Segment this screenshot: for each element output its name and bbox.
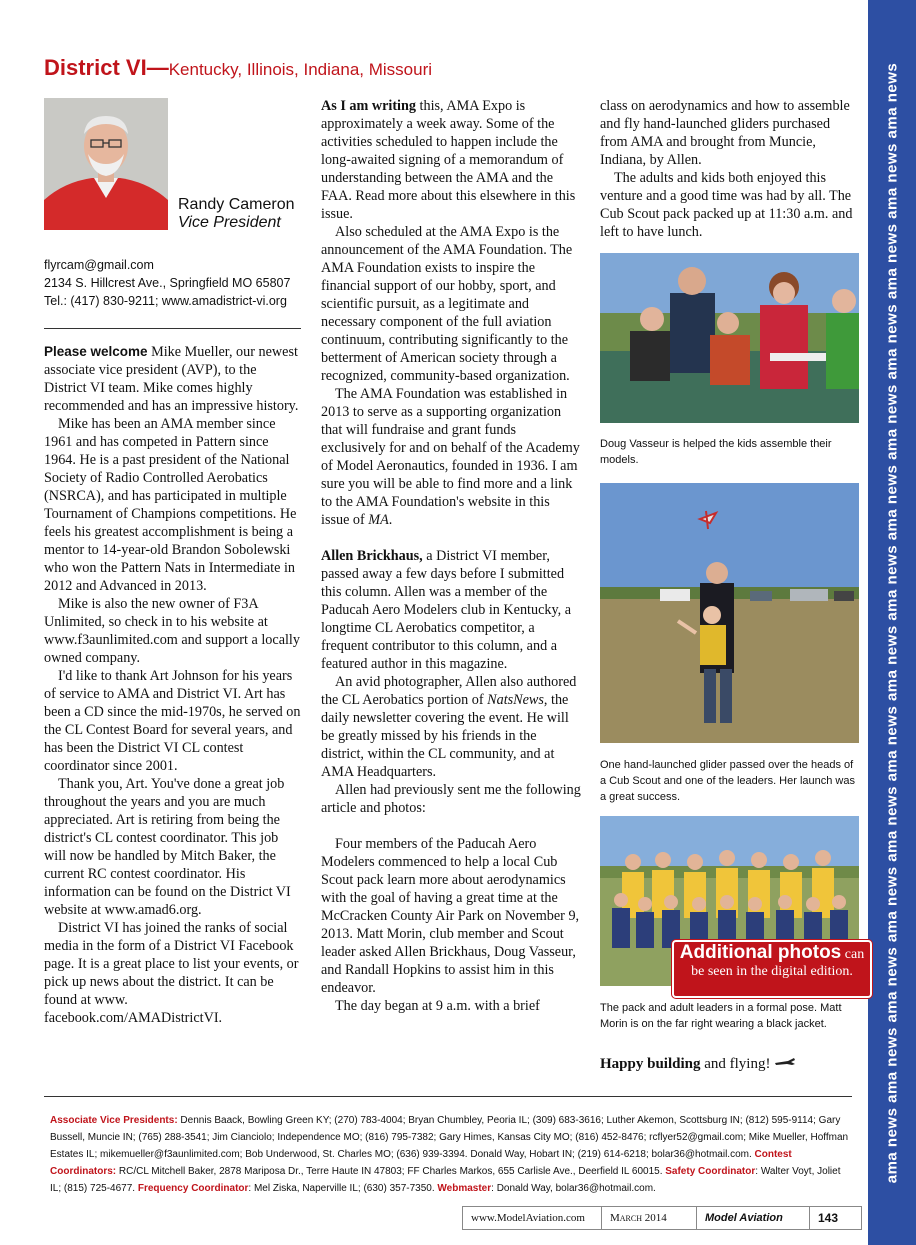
caption-2: One hand-launched glider passed over the heads of a Cub Scout and one of the leaders. Her launch was a great success. [600, 759, 855, 803]
signoff [600, 1056, 796, 1073]
district-states: Kentucky, Illinois, Indiana, Missouri [168, 60, 433, 79]
col3-p1: class on aerodynamics and how to assemble and fly hand-launched gliders purchased from AMA and brought from Muncie, Indiana, by Allen. [600, 98, 850, 168]
callout-can: can [841, 947, 865, 962]
col2-allen-lead: Allen Brickhaus, [321, 548, 423, 564]
wm-label: Webmaster [437, 1183, 492, 1194]
col2-p4: a District VI member, passed away a few days before I submitted this column. Allen was a member of the Paducah Aero Modelers club in Kentucky, a longtime CL Aerobatics competitor, a frequent contributor to this column, and a featured author in this magazine. [321, 548, 572, 672]
photo-glider-launch [600, 483, 859, 743]
contact-address: 2134 S. Hillcrest Ave., Springfield MO 65807 [44, 276, 291, 290]
column-3 [600, 97, 858, 241]
signoff-text: and flying! [700, 1056, 771, 1072]
column-1 [44, 343, 302, 1027]
portrait-photo [44, 98, 168, 230]
ama-news-side-banner [868, 0, 916, 1245]
fc-text: : Mel Ziska, Naperville IL; (630) 357-7350. [248, 1183, 438, 1194]
footer-website[interactable]: www.ModelAviation.com [463, 1207, 602, 1229]
col1-p2: Mike has been an AMA member since 1961 and has competed in Pattern since 1964. He is a past president of the National Society of Radio Controlled Aerobatics (NSRCA), and has participated in multiple Tournament of Champions competitions. He feels his greatest accomplishment is being a mentor to 14-year-old Brandon Sobolewski who won the Pattern Nats in Intermediate in 2012 and Advanced in 2013. [44, 416, 297, 594]
photo-kids-assembling [600, 253, 859, 423]
col2-p2: Also scheduled at the AMA Expo is the announcement of the AMA Foundation. The AMA Foundation exists to inspire the financial support of our hobby, sport, and scientific pursuit, as a legitimate and necessary component of the full aviation continuum, contributing significantly to the betterment of American society through a recognized, community-based organization. [321, 224, 573, 384]
col1-p3: Mike is also the new owner of F3A Unlimited, so check in to his website at www.f3aunlimited.com and support a locally owned company. [44, 596, 300, 666]
footer-magazine: Model Aviation [697, 1207, 810, 1229]
col2-p3-end: . [388, 512, 393, 528]
cc-text: RC/CL Mitchell Baker, 2878 Mariposa Dr., Terre Haute IN 47803; FF Charles Markos, 655 Carlisle Ave., Deerfield IL 60015. [116, 1166, 666, 1177]
col1-p4: I'd like to thank Art Johnson for his years of service to AMA and District VI. Art has been a CD since the mid-1970s, he served on the CL Contest Board for several years, and has been the District VI CL contest coordinator since 2001. [44, 668, 301, 774]
divider [44, 328, 301, 329]
wm-text: : Donald Way, bolar36@hotmail.com. [491, 1183, 656, 1194]
contact-email[interactable]: flyrcam@gmail.com [44, 258, 154, 272]
contact-block [44, 256, 290, 310]
caption-1: Doug Vasseur is helped the kids assemble their models. [600, 438, 832, 466]
col2-p3: The AMA Foundation was established in 2013 to serve as a supporting organization that will fundraise and grant funds exclusively for and on behalf of the Academy of Model Aeronautics, founded in 1936. I am sure you will be able to find more and a link to the AMA Foundation's website in this issue of [321, 386, 580, 528]
col1-p6: District VI has joined the ranks of social media in the form of a District VI Facebook page. It is a great place to list your events, or pick up news about the district. It can be found at www. facebook.com/AMADistrictVI. [44, 920, 299, 1026]
contact-phone-web[interactable]: Tel.: (417) 830-9211; www.amadistrict-vi.org [44, 294, 287, 308]
col2-p5b: , the daily newsletter covering the event. He will be greatly missed by his friends in the district, within the CL community, and at AMA Headquarters. [321, 692, 569, 780]
side-banner-text: ama news ama news ama news ama news ama news ama news ama news ama news ama news ama news ama news ama news ama news ama news [883, 62, 901, 1183]
vp-role: Vice President [178, 214, 281, 231]
col2-p6: Allen had previously sent me the following article and photos: [321, 782, 581, 816]
col2-p1: this, AMA Expo is approximately a week away. Some of the activities scheduled to happen include the long-awaited signing of a memorandum of understanding between the AMA and the FAA. Read more about this elsewhere in this issue. [321, 98, 576, 222]
footer-divider [44, 1096, 852, 1097]
airplane-icon [774, 1056, 796, 1073]
col2-p5-ital: NatsNews [487, 692, 544, 708]
cc-label: Contest Coordinators: [50, 1149, 792, 1177]
fc-label: Frequency Coordinator [137, 1183, 249, 1194]
avp-text: Dennis Baack, Bowling Green KY; (270) 783-4004; Bryan Chumbley, Peoria IL; (309) 683-3616; Luther Akemon, Scottsburg IN; (812) 595-9114; Gary Bussell, Muncie IN; (765) 288-3541; Jim Cianciolo; Independence MO; (816) 795-7382; Gary Himes, Kansas City MO; (816) 452-8476; rcflyer52@gmail.com; Mike Mueller, Hoffman Estates IL; mikemueller@f3aunlimited.com; Bob Underwood, St. Charles MO; (636) 939-3394. Donald Way, Hobart IN; (219) 614-6218; bolar36@hotmail.com. [50, 1115, 849, 1160]
avp-label: Associate Vice Presidents: [50, 1115, 178, 1126]
caption-3: The pack and adult leaders in a formal pose. Matt Morin is on the far right wearing a black jacket. [600, 1002, 842, 1030]
additional-photos-callout[interactable] [672, 940, 872, 998]
col2-p5a: An avid photographer, Allen also authored the CL Aerobatics portion of [321, 674, 577, 708]
col1-p1: Mike Mueller, our newest associate vice president (AVP), to the District VI team. Mike comes highly recommended and has an impressive history. [44, 344, 299, 414]
column-2 [321, 97, 581, 1015]
page-footer-bar [462, 1206, 862, 1230]
sc-text: : Walter Voyt, Joliet IL; (815) 725-4677. [50, 1166, 841, 1194]
footer-issue: March 2014 [602, 1207, 697, 1229]
col2-p3-ital: MA [368, 512, 389, 528]
col1-p5: Thank you, Art. You've done a great job throughout the years and you are much appreciated. Art is retiring from being the district's CL contest coordinator. This job will now be handled by Mitch Baker, the current RC contest coordinator. His information can be found on the District VI website at www.amad6.org. [44, 776, 291, 918]
callout-text: be seen in the digital edition. [691, 964, 853, 979]
page-title [44, 55, 432, 81]
callout-title: Additional photos [679, 942, 842, 963]
signoff-lead: Happy building [600, 1056, 701, 1072]
district-title: District VI— [44, 55, 169, 80]
sc-label: Safety Coordinator [665, 1166, 756, 1177]
vp-name: Randy Cameron [178, 196, 295, 213]
col2-lead: As I am writing [321, 98, 416, 114]
bio-name-block [178, 196, 295, 232]
col2-p8: The day began at 9 a.m. with a brief [335, 998, 540, 1014]
footer-page-number: 143 [818, 1211, 839, 1225]
col2-p7: Four members of the Paducah Aero Modelers commenced to help a local Cub Scout pack learn more about aerodynamics with the goal of having a great time at the McCracken County Air Park on November 9, 2013. Matt Morin, club member and Scout leader asked Allen Brickhaus, Doug Vasseur, and Randall Hopkins to assist him in this endeavor. [321, 836, 580, 996]
district-officers-footer [50, 1112, 854, 1197]
col1-lead: Please welcome [44, 344, 148, 359]
col3-p2: The adults and kids both enjoyed this venture and a good time was had by all. The Cub Scout pack packed up at 11:30 a.m. and left to have lunch. [600, 170, 853, 240]
